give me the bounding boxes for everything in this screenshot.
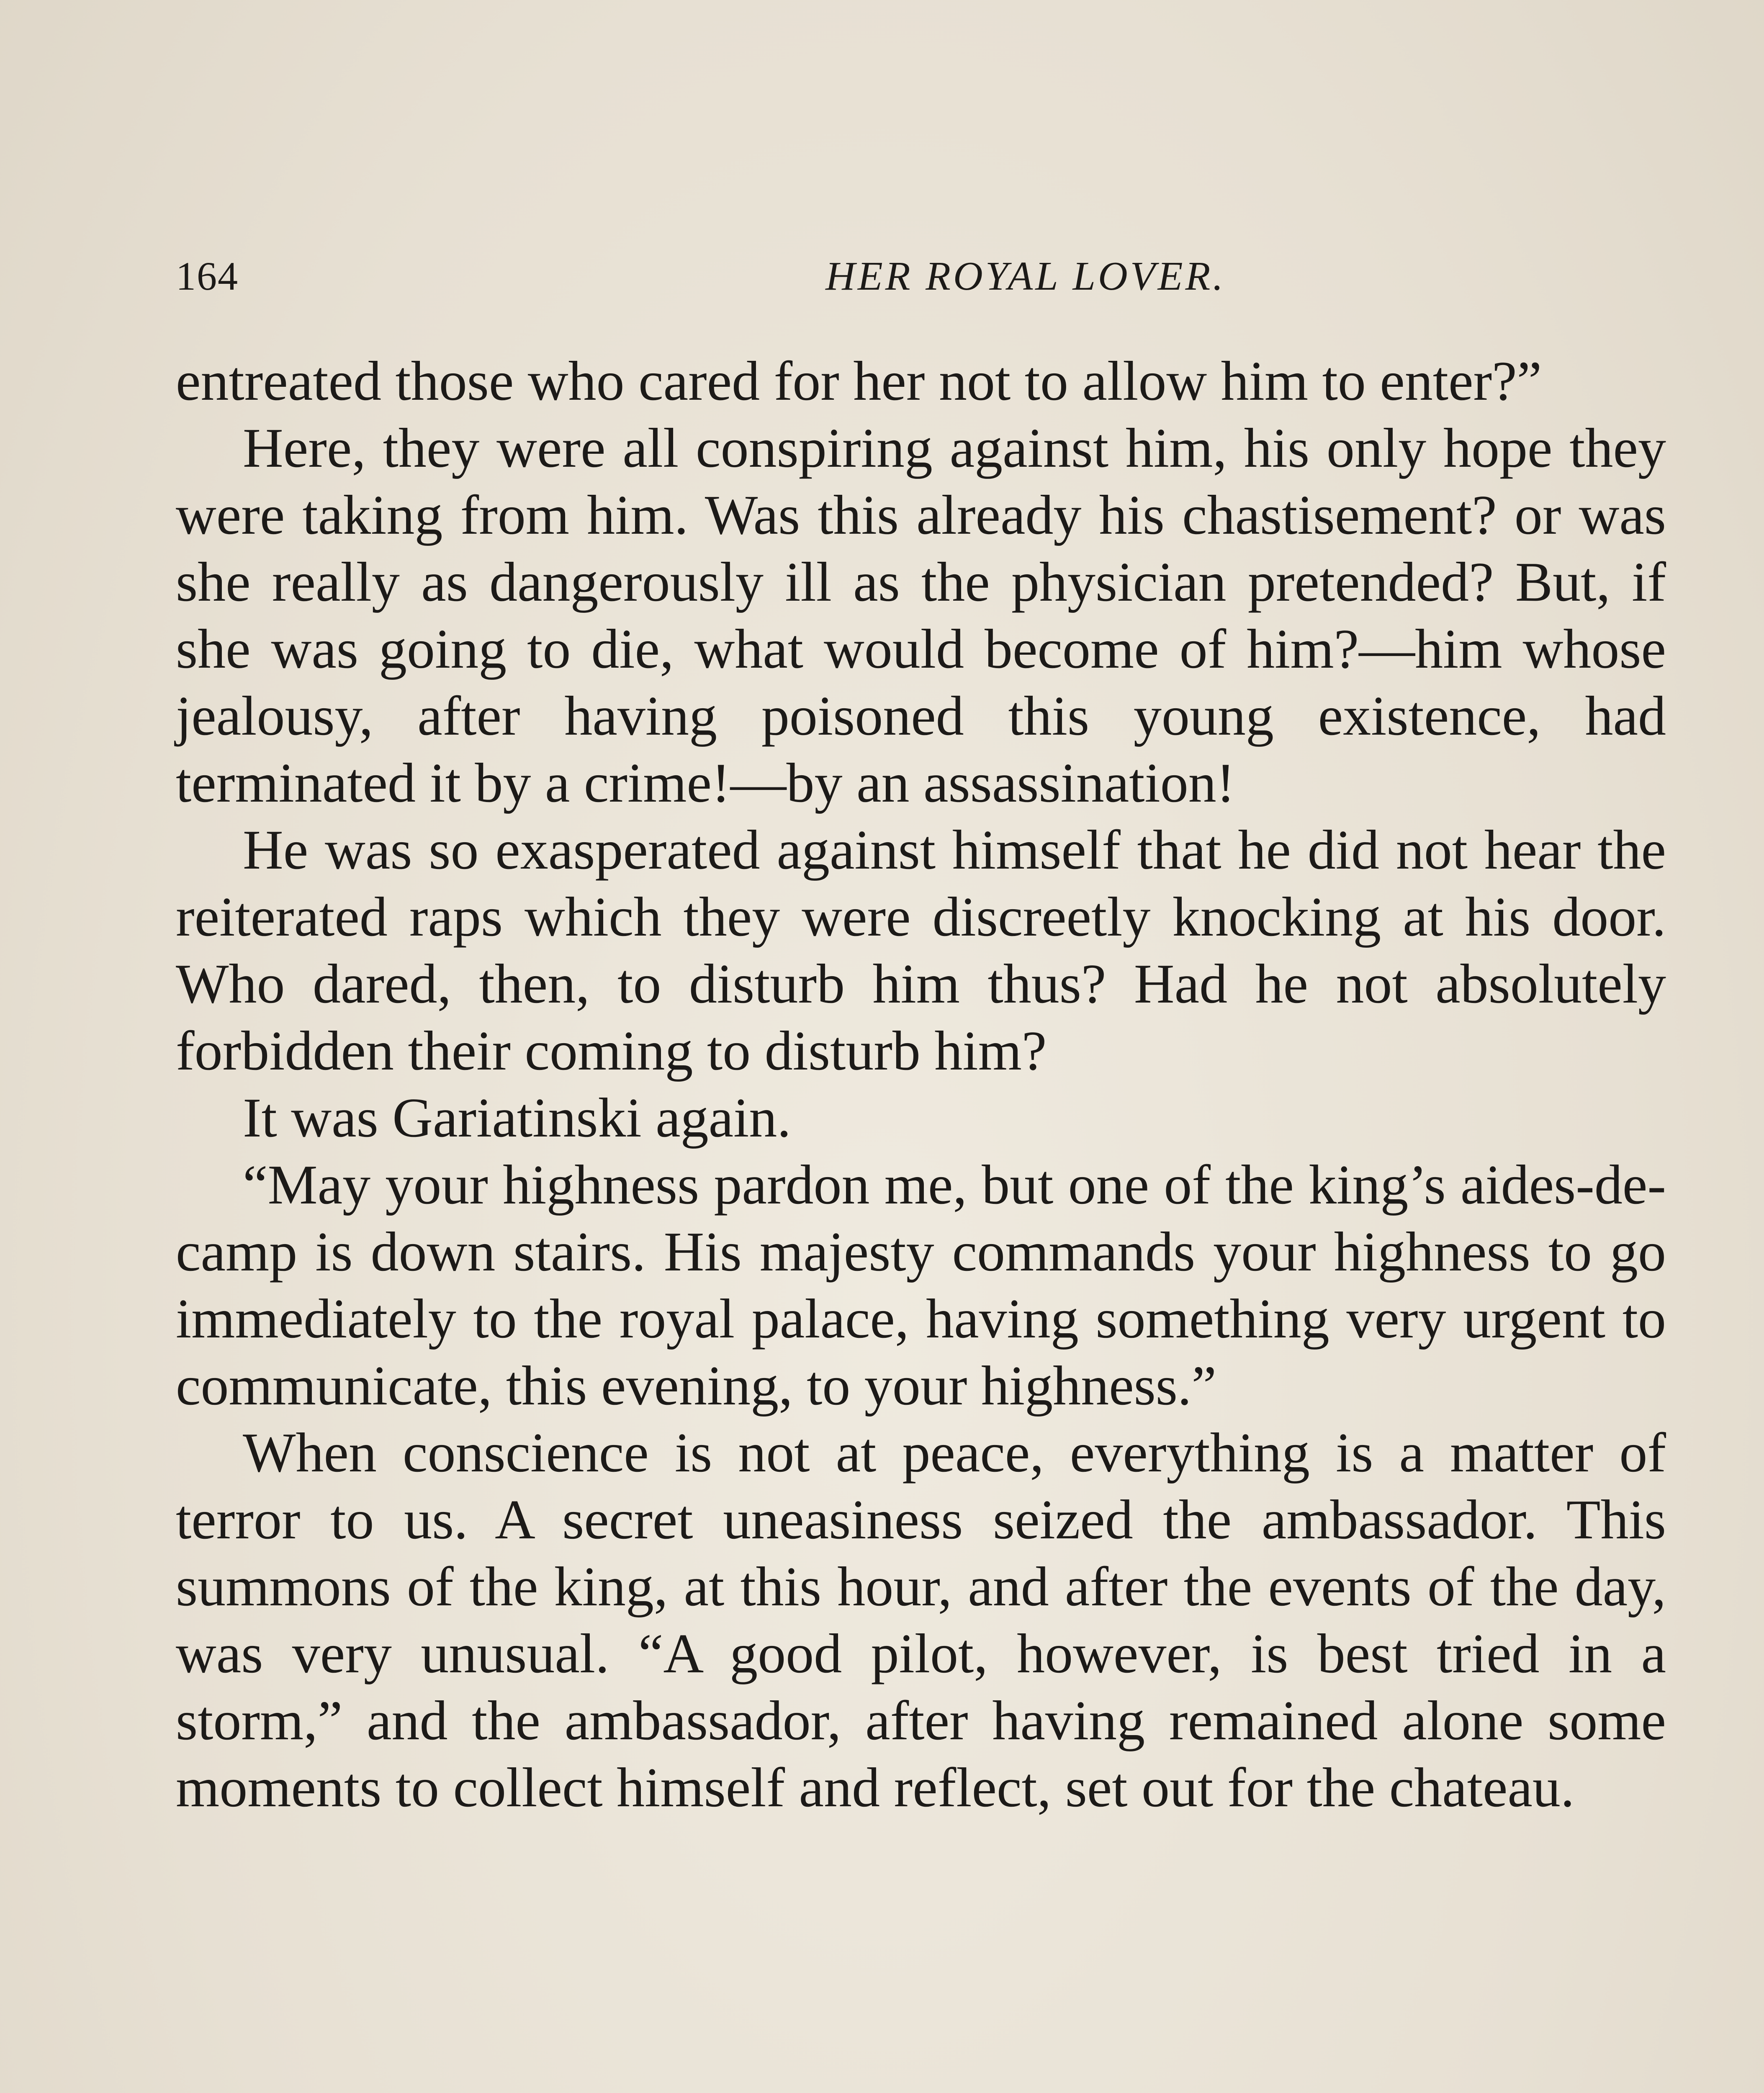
page-body [176, 347, 1666, 1821]
paragraph: It was Gariatinski again. [243, 1087, 791, 1149]
paragraph: entreated those who cared for her not to allow him to enter?” [176, 350, 1542, 412]
running-head: HER ROYAL LOVER. [825, 254, 1226, 299]
paragraph: He was so exasperated against himself that he did not hear the reiterated raps which they were discreetly knocking at his door. Who dared, then, to disturb him thus? Had he not absolutely forbidden their coming to disturb him? [176, 819, 1666, 1082]
paragraph: “May your highness pardon me, but one of the king’s aides-de-camp is down stairs. His majesty commands your highness to go immediately to the royal palace, having something very urgent to communicate, this evening, to your highness.” [176, 1154, 1666, 1417]
page-header [176, 247, 1624, 306]
page-number: 164 [176, 254, 239, 298]
paragraph: When conscience is not at peace, everything is a matter of terror to us. A secret uneasiness seized the ambassador. This summons of the king, at this hour, and after the events of the day, was very unusual. “A good pilot, however, is best tried in a storm,” and the ambassador, after having remained alone some moments to collect himself and reflect, set out for the chateau. [176, 1422, 1666, 1818]
paragraph: Here, they were all conspiring against him, his only hope they were taking from him. Was this already his chastisement? or was she really as dangerously ill as the physician pretended? But, if she was going to die, what would become of him?—him whose jealousy, after having poisoned this young existence, had terminated it by a crime!—by an assassination! [176, 417, 1666, 814]
